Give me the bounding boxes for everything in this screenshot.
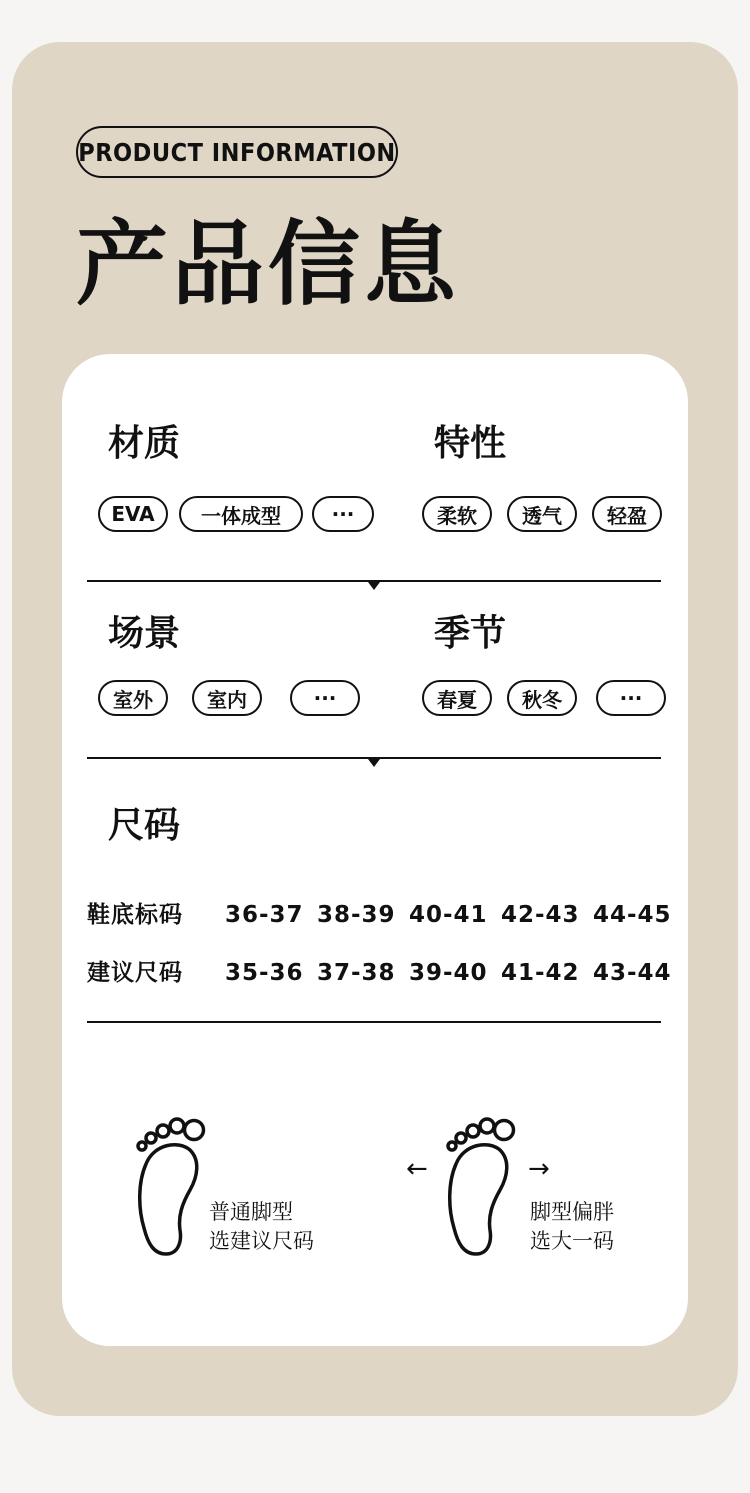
size-value: 41-42 — [501, 960, 580, 986]
feature-tag-light: 轻盈 — [592, 496, 662, 532]
feature-tag-soft: 柔软 — [422, 496, 492, 532]
scene-tag-more: ··· — [290, 680, 360, 716]
season-tag-autumn-winter: 秋冬 — [507, 680, 577, 716]
tip-normal-text — [209, 1198, 314, 1256]
size-value: 38-39 — [317, 902, 396, 928]
material-tag-more: ··· — [312, 496, 374, 532]
tip-wide-line1: 脚型偏胖 — [530, 1200, 614, 1224]
tip-normal-line1: 普通脚型 — [209, 1200, 293, 1224]
size-row-label-sole: 鞋底标码 — [87, 902, 183, 928]
product-information-badge: PRODUCT INFORMATION — [76, 126, 398, 178]
feature-tag-breathable: 透气 — [507, 496, 577, 532]
divider-1-notch — [368, 582, 380, 590]
divider-2-notch — [368, 759, 380, 767]
tip-wide-text — [530, 1198, 614, 1256]
scene-tag-outdoor: 室外 — [98, 680, 168, 716]
size-value: 39-40 — [409, 960, 488, 986]
size-value: 43-44 — [593, 960, 672, 986]
size-value: 37-38 — [317, 960, 396, 986]
scene-tag-indoor: 室内 — [192, 680, 262, 716]
material-title: 材质 — [108, 423, 181, 464]
page-title: 产品信息 — [76, 211, 461, 318]
size-row-label-suggested: 建议尺码 — [87, 960, 183, 986]
season-title: 季节 — [434, 613, 507, 654]
season-tag-more: ··· — [596, 680, 666, 716]
season-tag-spring-summer: 春夏 — [422, 680, 492, 716]
foot-icon — [442, 1112, 522, 1262]
size-value: 35-36 — [225, 960, 304, 986]
size-value: 36-37 — [225, 902, 304, 928]
material-tag-one-piece: 一体成型 — [179, 496, 303, 532]
scene-title: 场景 — [108, 613, 181, 654]
left-arrow-icon: ← — [406, 1154, 428, 1184]
divider-3 — [87, 1021, 661, 1023]
tip-wide-line2: 选大一码 — [530, 1229, 614, 1253]
material-tag-eva: EVA — [98, 496, 168, 532]
tip-normal-line2: 选建议尺码 — [209, 1229, 314, 1253]
right-arrow-icon: → — [528, 1154, 550, 1184]
size-value: 44-45 — [593, 902, 672, 928]
feature-title: 特性 — [434, 423, 507, 464]
size-value: 42-43 — [501, 902, 580, 928]
size-title: 尺码 — [108, 805, 181, 846]
size-value: 40-41 — [409, 902, 488, 928]
foot-icon — [132, 1112, 212, 1262]
